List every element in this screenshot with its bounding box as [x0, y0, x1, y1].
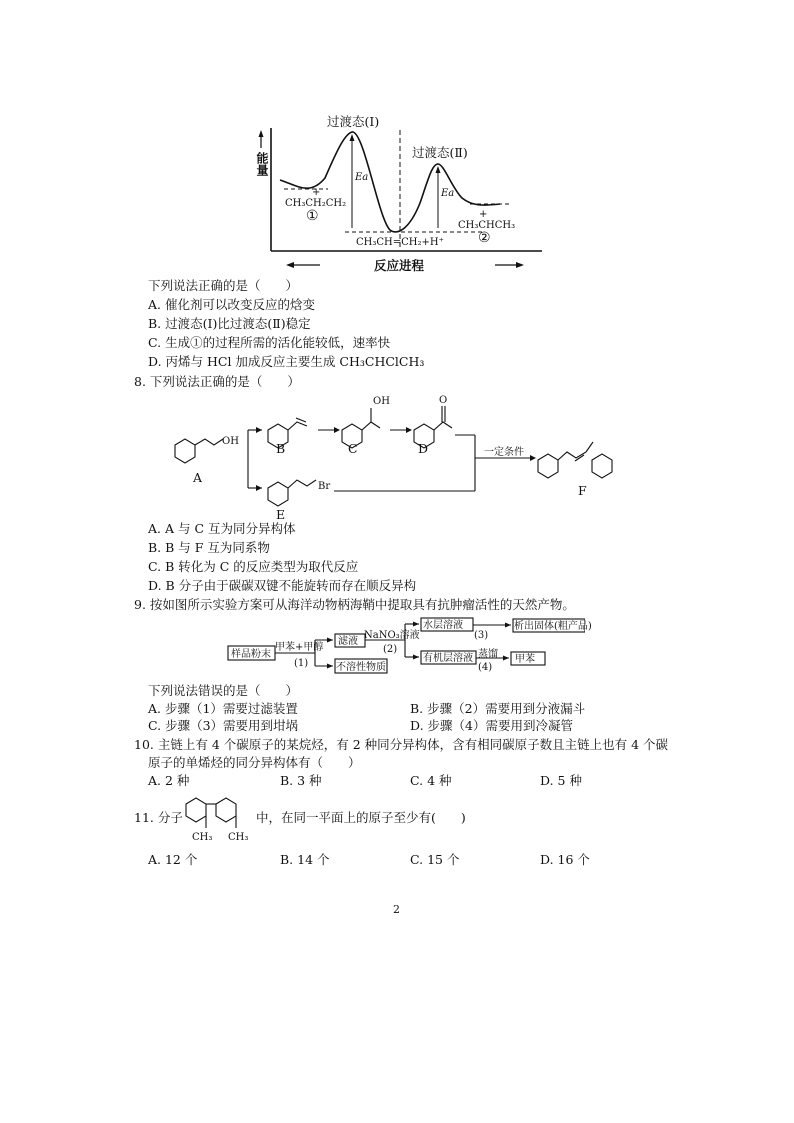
left-mark: ①	[306, 208, 319, 224]
q9-box-insoluble: 不溶性物质	[336, 662, 386, 673]
q11-option-d: D. 16 个	[540, 852, 590, 867]
middle-species: CH₃CH=CH₂+H⁺	[356, 237, 444, 248]
q9-step-1: (1)	[294, 658, 309, 669]
q10-option-d: D. 5 种	[540, 773, 582, 788]
q9-box-sample: 样品粉末	[231, 649, 271, 660]
q11-option-c: C. 15 个	[410, 852, 460, 867]
q9-stem: 9. 按如图所示实验方案可从海洋动物柄海鞘中提取具有抗肿瘤活性的天然产物。	[134, 597, 575, 612]
q9-box-precip: 析出固体(粗产品)	[514, 621, 592, 632]
q10-option-a: A. 2 种	[148, 773, 190, 788]
q8-option-b: B. B 与 F 互为同系物	[148, 540, 270, 555]
q8-label-c: C	[348, 441, 358, 456]
q8-option-c: C. B 转化为 C 的反应类型为取代反应	[148, 559, 359, 574]
q8-br-e: Br	[318, 481, 331, 492]
q10-option-b: B. 3 种	[280, 773, 322, 788]
q9-step-3: (3)	[474, 630, 489, 641]
q9-box-toluene: 甲苯	[515, 654, 535, 665]
q8-condition: 一定条件	[484, 447, 524, 458]
ea1-label: Ea	[355, 172, 369, 183]
q8-option-a: A. A 与 C 互为同分异构体	[148, 521, 296, 536]
q8-label-a: A	[193, 470, 203, 485]
q8-o-d: O	[439, 395, 448, 406]
q7-option-a: A. 催化剂可以改变反应的焓变	[148, 297, 315, 312]
q7-option-d: D. 丙烯与 HCl 加成反应主要生成 CH₃CHClCH₃	[148, 354, 425, 369]
q7-option-b: B. 过渡态(Ⅰ)比过渡态(Ⅱ)稳定	[148, 316, 311, 331]
right-plus: +	[479, 209, 488, 220]
q9-arrow-a1: 甲苯+甲醇	[275, 642, 324, 653]
q9-box-aqueous: 水层溶液	[423, 620, 463, 631]
q8-label-d: D	[418, 441, 429, 456]
ts1-label: 过渡态(Ⅰ)	[327, 114, 380, 129]
x-axis-label: 反应进程	[374, 258, 425, 273]
q8-label-e: E	[276, 507, 286, 522]
q9-option-b: B. 步骤（2）需要用到分液漏斗	[410, 701, 586, 716]
q9-option-d: D. 步骤（4）需要用到冷凝管	[410, 718, 573, 733]
q11-suffix: 中，在同一平面上的原子至少有( )	[256, 810, 466, 825]
y-axis-label: 能量	[255, 152, 269, 176]
q8-stem: 8. 下列说法正确的是（ ）	[134, 374, 300, 389]
q9-arrow-a4: 蒸馏	[478, 649, 498, 660]
left-plus: +	[312, 187, 321, 198]
q10-stem-line2: 原子的单烯烃的同分异构体有（ ）	[148, 755, 361, 770]
q11-prefix: 11. 分子	[134, 810, 183, 825]
q9-step-2: (2)	[383, 644, 398, 655]
q8-oh-c: OH	[373, 396, 390, 407]
q7-option-c: C. 生成①的过程所需的活化能较低，速率快	[148, 335, 391, 350]
q8-label-f: F	[578, 483, 587, 498]
q9-arrow-a2: NaNO₃溶液	[364, 630, 420, 641]
ts2-label: 过渡态(Ⅱ)	[412, 145, 468, 160]
q9-box-organic: 有机层溶液	[423, 653, 473, 664]
q11-option-b: B. 14 个	[280, 852, 330, 867]
q9-option-c: C. 步骤（3）需要用到坩埚	[148, 718, 299, 733]
q8-label-b: B	[276, 441, 286, 456]
q8-reaction-scheme	[150, 390, 640, 525]
q8-oh-a: OH	[222, 436, 239, 447]
q9-step-4: (4)	[478, 662, 493, 673]
q9-box-filtrate: 滤液	[338, 636, 358, 647]
q7-stem: 下列说法正确的是（ ）	[148, 278, 299, 293]
ea2-label: Ea	[441, 188, 455, 199]
q10-option-c: C. 4 种	[410, 773, 452, 788]
q10-stem-line1: 10. 主链上有 4 个碳原子的某烷烃，有 2 种同分异构体，含有相同碳原子数且主链上也有 4 个碳	[134, 737, 669, 752]
q8-option-d: D. B 分子由于碳碳双键不能旋转而存在顺反异构	[148, 578, 417, 593]
left-species: CH₃CH₂CH₂	[285, 198, 347, 209]
q11-option-a: A. 12 个	[148, 852, 198, 867]
q9-sub-stem: 下列说法错误的是（ ）	[148, 683, 299, 698]
q11-ch3-right: CH₃	[228, 832, 249, 843]
q11-ch3-left: CH₃	[192, 832, 213, 843]
q9-option-a: A. 步骤（1）需要过滤装置	[148, 701, 298, 716]
right-mark: ②	[478, 230, 491, 246]
page-number: 2	[393, 903, 400, 916]
right-species: CH₃CHCH₃	[458, 220, 516, 231]
